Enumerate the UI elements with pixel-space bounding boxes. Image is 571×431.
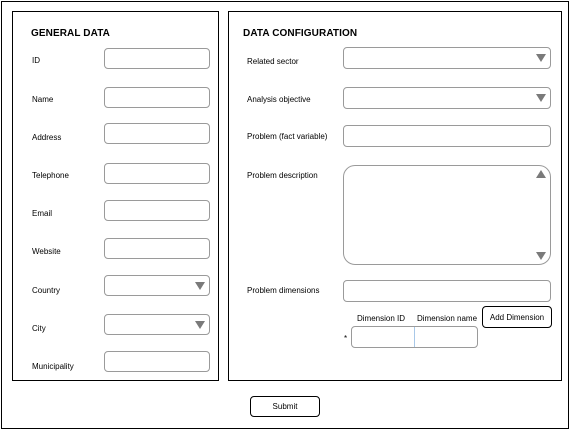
problem-description-textarea[interactable] (343, 165, 551, 265)
general-data-title: GENERAL DATA (31, 28, 110, 39)
email-label: Email (32, 209, 53, 218)
arrow-up-icon[interactable] (536, 170, 546, 178)
name-label: Name (32, 95, 54, 104)
municipality-field[interactable] (104, 351, 210, 372)
problem-dimensions-label: Problem dimensions (247, 286, 320, 295)
submit-button[interactable]: Submit (250, 396, 320, 417)
problem-dimensions-field[interactable] (343, 280, 551, 302)
analysis-objective-select[interactable] (343, 87, 551, 109)
country-select[interactable] (104, 275, 210, 296)
email-field[interactable] (104, 200, 210, 221)
website-field[interactable] (104, 238, 210, 259)
chevron-down-icon[interactable] (195, 282, 205, 290)
telephone-field[interactable] (104, 163, 210, 184)
dimension-id-cell[interactable] (352, 327, 414, 347)
country-label: Country (32, 286, 61, 295)
address-label: Address (32, 133, 62, 142)
dimension-id-header: Dimension ID (357, 314, 406, 323)
telephone-label: Telephone (32, 171, 69, 180)
dimension-name-header: Dimension name (417, 314, 478, 323)
dimension-name-cell[interactable] (414, 327, 477, 347)
municipality-label: Municipality (32, 362, 74, 371)
chevron-down-icon[interactable] (195, 321, 205, 329)
city-select[interactable] (104, 314, 210, 335)
arrow-down-icon[interactable] (536, 252, 546, 260)
chevron-down-icon[interactable] (536, 94, 546, 102)
problem-description-label: Problem description (247, 171, 318, 180)
problem-field[interactable] (343, 125, 551, 147)
data-configuration-title: DATA CONFIGURATION (243, 28, 358, 39)
name-field[interactable] (104, 87, 210, 108)
analysis-objective-label: Analysis objective (247, 95, 311, 104)
city-label: City (32, 324, 46, 333)
new-row-marker: * (344, 334, 348, 343)
address-field[interactable] (104, 123, 210, 144)
id-field[interactable] (104, 48, 210, 69)
dimension-grid (351, 326, 478, 348)
website-label: Website (32, 247, 61, 256)
id-label: ID (32, 56, 40, 65)
related-sector-select[interactable] (343, 47, 551, 69)
chevron-down-icon[interactable] (536, 54, 546, 62)
add-dimension-button[interactable]: Add Dimension (482, 306, 552, 328)
related-sector-label: Related sector (247, 57, 299, 66)
problem-label: Problem (fact variable) (247, 132, 328, 141)
